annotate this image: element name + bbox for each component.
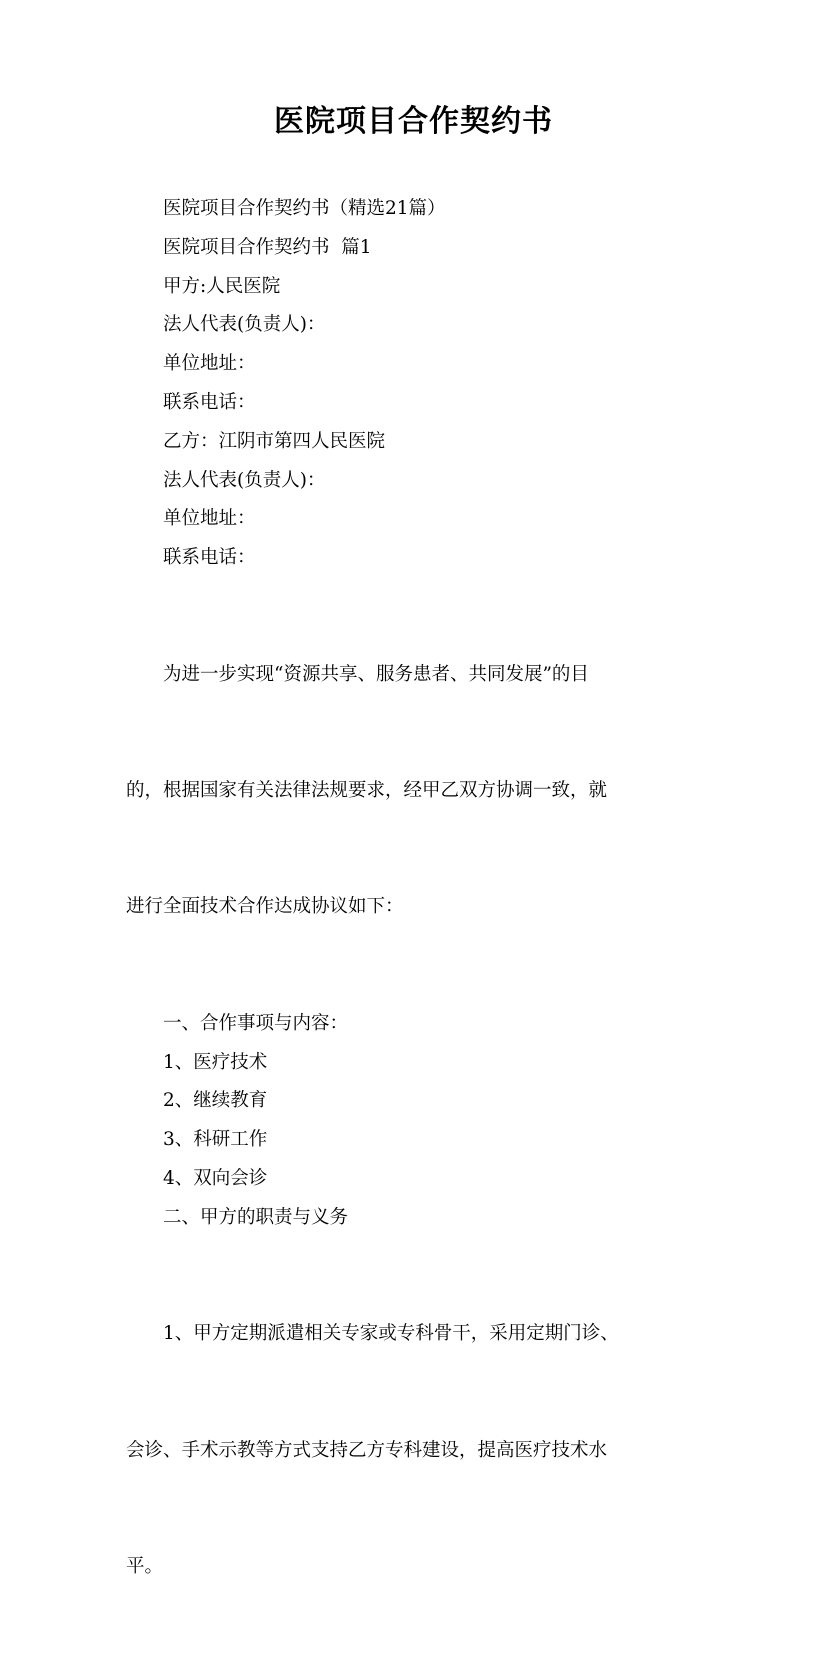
paragraph-party-a-legal-rep: 法人代表(负责人)： [163, 314, 326, 336]
paragraph-section-one: 一、合作事项与内容： [163, 1012, 349, 1034]
paragraph-party-a-address: 单位地址： [163, 353, 256, 375]
paragraph-party-b: 乙方：江阴市第四人民医院 [163, 430, 386, 452]
paragraph-subtitle: 医院项目合作契约书（精选21篇） [163, 198, 446, 219]
paragraph-party-a: 甲方:人民医院 [163, 275, 281, 297]
paragraph-party-b-phone: 联系电话： [163, 547, 256, 569]
paragraph-line: 平。 [126, 1555, 164, 1577]
paragraph-line: 为进一步实现“资源共享、服务患者、共同发展”的目 [163, 663, 589, 685]
paragraph-party-b-address: 单位地址： [163, 508, 256, 530]
paragraph-party-b-legal-rep: 法人代表(负责人)： [163, 469, 326, 491]
paragraph-section-two: 二、甲方的职责与义务 [163, 1206, 349, 1228]
paragraph-section-heading: 医院项目合作契约书 篇1 [163, 236, 372, 258]
paragraph-item-1: 1、医疗技术 [163, 1051, 268, 1073]
paragraph-party-a-phone: 联系电话： [163, 391, 256, 413]
document-title: 医院项目合作契约书 [274, 104, 553, 139]
paragraph-line: 1、甲方定期派遣相关专家或专科骨干，采用定期门诊、 [163, 1323, 619, 1345]
paragraph-line: 进行全面技术合作达成协议如下： [126, 896, 404, 918]
paragraph-item-3: 3、科研工作 [163, 1129, 268, 1151]
paragraph-duty-1 [126, 1238, 716, 1664]
document-body [126, 190, 716, 1664]
paragraph-line: 会诊、手术示教等方式支持乙方专科建设，提高医疗技术水 [126, 1439, 608, 1461]
paragraph-line: 的，根据国家有关法律法规要求，经甲乙双方协调一致，就 [126, 779, 608, 801]
paragraph-item-2: 2、继续教育 [163, 1090, 268, 1112]
paragraph-preamble [126, 578, 716, 1005]
paragraph-item-4: 4、双向会诊 [163, 1167, 268, 1189]
